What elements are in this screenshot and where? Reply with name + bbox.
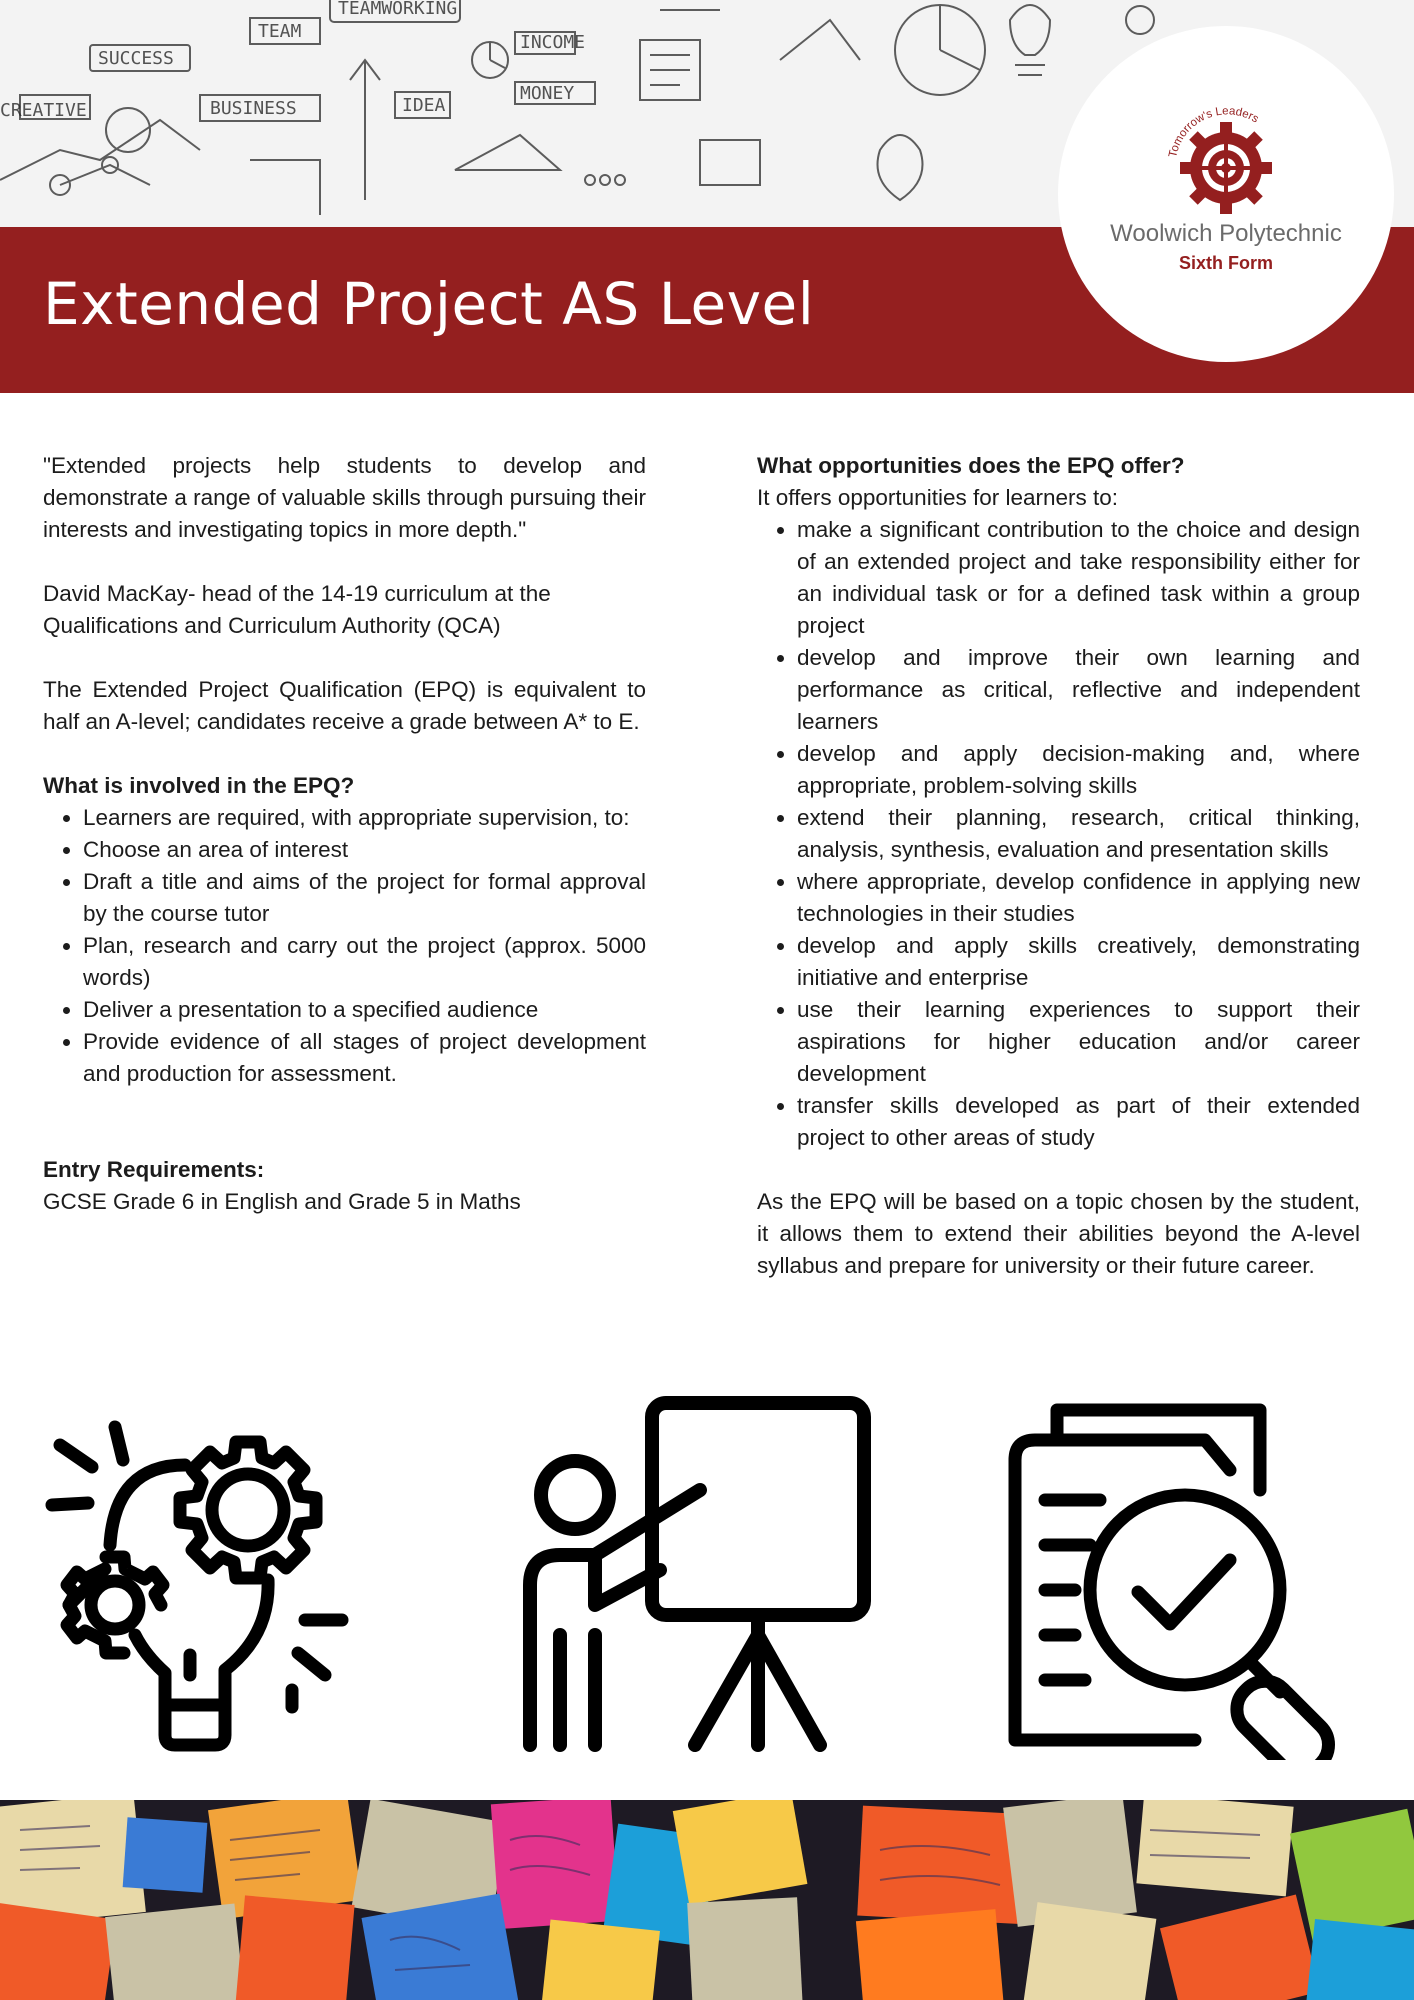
list-item: • develop and improve their own learning and performance as critical, reflective and independent learners <box>797 642 1360 738</box>
logo-sixth-form: Sixth Form <box>1178 253 1273 273</box>
list-item: • extend their planning, research, critical thinking, analysis, synthesis, evaluation and presentation skills <box>797 802 1360 866</box>
list-item: • Deliver a presentation to a specified audience <box>83 994 646 1026</box>
document-magnifier-check-icon <box>1005 1400 1375 1760</box>
left-column <box>43 450 646 1218</box>
doodle-word: BUSINESS <box>210 98 297 119</box>
right-column <box>757 450 1360 1282</box>
doodle-word: TEAM <box>258 21 302 42</box>
involved-list <box>43 802 646 1090</box>
entry-heading: Entry Requirements: <box>43 1157 265 1182</box>
logo-school-name: Woolwich Polytechnic <box>1110 220 1342 247</box>
quote-text: "Extended projects help students to develop and demonstrate a range of valuable skills through pursuing their interests and investigating topics in more depth." <box>43 453 646 542</box>
list-item: • Provide evidence of all stages of project development and production for assessment. <box>83 1026 646 1090</box>
closing-text: As the EPQ will be based on a topic chosen by the student, it allows them to extend their abilities beyond the A-level syllabus and prepare for university or their future career. <box>757 1189 1360 1278</box>
doodle-word: TEAMWORKING <box>338 0 458 19</box>
list-item: • Draft a title and aims of the project for formal approval by the course tutor <box>83 866 646 930</box>
list-item: • make a significant contribution to the choice and design of an extended project and take responsibility either for an individual task or for a defined task within a group project <box>797 514 1360 642</box>
doodle-word: CREATIVE <box>0 100 87 121</box>
opportunities-heading: What opportunities does the EPQ offer? <box>757 453 1185 478</box>
list-item: • use their learning experiences to support their aspirations for higher education and/or career development <box>797 994 1360 1090</box>
sticky-notes-image <box>0 1800 1414 2000</box>
presenter-board-icon <box>520 1395 880 1755</box>
list-item: • where appropriate, develop confidence in applying new technologies in their studies <box>797 866 1360 930</box>
equivalence-text: The Extended Project Qualification (EPQ) is equivalent to half an A-level; candidates receive a grade between A* to E. <box>43 677 646 734</box>
list-item: • develop and apply decision-making and, where appropriate, problem-solving skills <box>797 738 1360 802</box>
entry-text: GCSE Grade 6 in English and Grade 5 in Maths <box>43 1189 521 1214</box>
involved-heading: What is involved in the EPQ? <box>43 773 355 798</box>
sticky-notes-collage <box>0 1800 1414 2000</box>
gear-target-icon <box>1150 100 1300 215</box>
doodle-word: MONEY <box>520 83 575 104</box>
opportunities-intro: It offers opportunities for learners to: <box>757 485 1119 510</box>
lightbulb-gears-icon <box>40 1405 390 1755</box>
logo-arc-text: Tomorrow's Leaders <box>1167 105 1261 159</box>
opportunities-list <box>757 514 1360 1154</box>
list-item: • Choose an area of interest <box>83 834 646 866</box>
doodle-word: SUCCESS <box>98 48 174 69</box>
page-title: Extended Project AS Level <box>43 270 815 338</box>
doodle-word: INCOME <box>520 32 586 53</box>
list-item: • Plan, research and carry out the project (approx. 5000 words) <box>83 930 646 994</box>
list-item: • transfer skills developed as part of their extended project to other areas of study <box>797 1090 1360 1154</box>
quote-attribution: David MacKay- head of the 14-19 curriculum at the Qualifications and Curriculum Authority (QCA) <box>43 581 551 638</box>
list-item: • Learners are required, with appropriate supervision, to: <box>83 802 646 834</box>
doodle-word: IDEA <box>402 95 446 116</box>
list-item: • develop and apply skills creatively, demonstrating initiative and enterprise <box>797 930 1360 994</box>
